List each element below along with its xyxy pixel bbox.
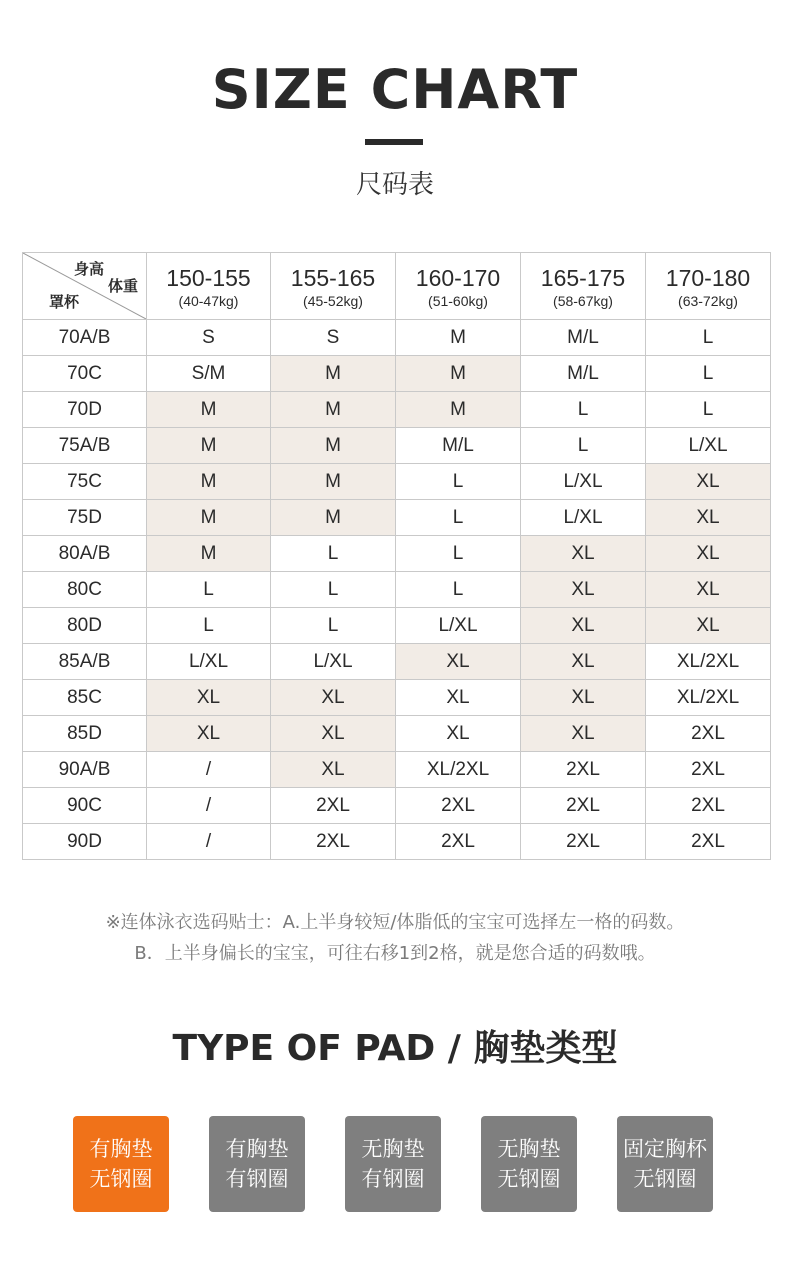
size-cell: XL (521, 536, 646, 572)
size-cell: M (271, 464, 396, 500)
size-cell: L (396, 572, 521, 608)
table-row (23, 752, 771, 788)
sizing-tip-a: ※连体泳衣选码贴士：A.上半身较短/体脂低的宝宝可选择左一格的码数。 (105, 912, 685, 933)
size-cell: XL (396, 716, 521, 752)
size-cell: 2XL (521, 824, 646, 860)
cup-size-cell: 90C (23, 788, 147, 824)
column-header (521, 253, 646, 320)
column-header (147, 253, 271, 320)
size-table (22, 252, 771, 860)
size-cell: 2XL (271, 788, 396, 824)
size-cell: M (271, 356, 396, 392)
height-range: 165-175 (540, 265, 626, 291)
pad-option-line2: 有钢圈 (361, 1167, 425, 1191)
size-cell: M/L (396, 428, 521, 464)
page-subtitle: 尺码表 (355, 170, 434, 200)
size-cell: XL (521, 644, 646, 680)
cup-size-cell: 90A/B (23, 752, 147, 788)
size-cell: S/M (147, 356, 271, 392)
size-cell: L (271, 608, 396, 644)
size-cell: / (147, 752, 271, 788)
size-cell: L (396, 500, 521, 536)
size-cell: / (147, 824, 271, 860)
sizing-tip-b: B．上半身偏长的宝宝，可往右移1到2格，就是您合适的码数哦。 (134, 943, 656, 964)
pad-option-line2: 有钢圈 (225, 1167, 289, 1191)
pad-option-line2: 无钢圈 (633, 1167, 697, 1191)
table-row (23, 824, 771, 860)
table-row (23, 536, 771, 572)
cup-size-cell: 70C (23, 356, 147, 392)
pad-option-line1: 无胸垫 (361, 1137, 425, 1161)
size-cell: L (521, 428, 646, 464)
height-range: 170-180 (665, 265, 751, 291)
size-cell: XL (521, 680, 646, 716)
cup-size-cell: 85C (23, 680, 147, 716)
size-cell: L (147, 572, 271, 608)
table-row (23, 716, 771, 752)
table-row (23, 320, 771, 356)
size-cell: XL (646, 464, 771, 500)
size-table-body (23, 320, 771, 860)
size-cell: L/XL (147, 644, 271, 680)
size-cell: XL (147, 680, 271, 716)
page-title: SIZE CHART (211, 58, 579, 121)
corner-cup-label: 罩杯 (49, 294, 80, 311)
size-cell: XL (521, 572, 646, 608)
pad-option-3[interactable] (345, 1116, 441, 1212)
size-cell: M (147, 392, 271, 428)
size-cell: L (646, 356, 771, 392)
size-cell: L/XL (646, 428, 771, 464)
size-cell: L (646, 392, 771, 428)
size-cell: L (646, 320, 771, 356)
size-cell: XL (646, 608, 771, 644)
size-cell: M (147, 500, 271, 536)
height-range: 160-170 (415, 265, 501, 291)
cup-size-cell: 70D (23, 392, 147, 428)
pad-option-line2: 无钢圈 (89, 1167, 153, 1191)
weight-range: (45-52kg) (303, 293, 363, 309)
size-cell: XL (396, 680, 521, 716)
size-cell: XL (147, 716, 271, 752)
size-cell: XL (396, 644, 521, 680)
column-header (271, 253, 396, 320)
pad-option-line1: 固定胸杯 (623, 1137, 707, 1161)
cup-size-cell: 80D (23, 608, 147, 644)
size-cell: XL (646, 536, 771, 572)
corner-height-label: 身高 (73, 261, 104, 278)
pad-type-title: TYPE OF PAD / 胸垫类型 (172, 1028, 618, 1069)
size-cell: M (396, 392, 521, 428)
weight-range: (51-60kg) (428, 293, 488, 309)
cup-size-cell: 85D (23, 716, 147, 752)
cup-size-cell: 70A/B (23, 320, 147, 356)
pad-option-2[interactable] (209, 1116, 305, 1212)
size-cell: M (271, 392, 396, 428)
table-header-row (23, 253, 771, 320)
pad-option-line1: 有胸垫 (89, 1137, 153, 1161)
weight-range: (58-67kg) (553, 293, 613, 309)
cup-size-cell: 80C (23, 572, 147, 608)
pad-option-line1: 有胸垫 (225, 1137, 289, 1161)
size-cell: 2XL (646, 788, 771, 824)
table-row (23, 608, 771, 644)
size-cell: XL (271, 716, 396, 752)
table-row (23, 572, 771, 608)
size-cell: M (271, 428, 396, 464)
size-cell: 2XL (396, 788, 521, 824)
size-cell: M/L (521, 356, 646, 392)
corner-cell (23, 253, 147, 320)
cup-size-cell: 75D (23, 500, 147, 536)
weight-range: (63-72kg) (678, 293, 738, 309)
size-cell: 2XL (521, 788, 646, 824)
height-range: 155-165 (290, 265, 376, 291)
pad-option-1[interactable] (73, 1116, 169, 1212)
size-cell: L (271, 536, 396, 572)
size-cell: L (396, 536, 521, 572)
column-header (396, 253, 521, 320)
size-cell: XL (271, 680, 396, 716)
size-cell: 2XL (271, 824, 396, 860)
table-row (23, 392, 771, 428)
pad-option-5[interactable] (617, 1116, 713, 1212)
size-cell: L/XL (271, 644, 396, 680)
size-cell: XL (646, 500, 771, 536)
size-cell: XL (271, 752, 396, 788)
size-cell: L (396, 464, 521, 500)
size-cell: 2XL (521, 752, 646, 788)
height-range: 150-155 (166, 265, 251, 291)
table-row (23, 788, 771, 824)
pad-option-line1: 无胸垫 (497, 1137, 561, 1161)
cup-size-cell: 85A/B (23, 644, 147, 680)
size-cell: L (521, 392, 646, 428)
size-cell: XL/2XL (646, 680, 771, 716)
pad-type-options (73, 1116, 723, 1212)
size-cell: XL (646, 572, 771, 608)
size-cell: M/L (521, 320, 646, 356)
table-row (23, 356, 771, 392)
size-cell: L/XL (396, 608, 521, 644)
column-header (646, 253, 771, 320)
size-cell: M (271, 500, 396, 536)
size-cell: XL (521, 608, 646, 644)
size-cell: L/XL (521, 464, 646, 500)
size-cell: M (396, 356, 521, 392)
size-cell: 2XL (646, 824, 771, 860)
size-cell: L/XL (521, 500, 646, 536)
table-row (23, 428, 771, 464)
table-row (23, 500, 771, 536)
table-row (23, 680, 771, 716)
weight-range: (40-47kg) (178, 293, 239, 309)
cup-size-cell: 90D (23, 824, 147, 860)
cup-size-cell: 80A/B (23, 536, 147, 572)
size-cell: S (147, 320, 271, 356)
table-row (23, 644, 771, 680)
size-cell: M (396, 320, 521, 356)
cup-size-cell: 75A/B (23, 428, 147, 464)
cup-size-cell: 75C (23, 464, 147, 500)
size-cell: L (271, 572, 396, 608)
size-cell: XL (521, 716, 646, 752)
size-cell: M (147, 428, 271, 464)
size-cell: M (147, 464, 271, 500)
size-cell: XL/2XL (646, 644, 771, 680)
title-underline (365, 139, 423, 145)
size-cell: 2XL (646, 716, 771, 752)
size-cell: 2XL (646, 752, 771, 788)
size-cell: M (147, 536, 271, 572)
table-row (23, 464, 771, 500)
size-cell: S (271, 320, 396, 356)
size-cell: / (147, 788, 271, 824)
size-cell: XL/2XL (396, 752, 521, 788)
size-cell: L (147, 608, 271, 644)
pad-option-4[interactable] (481, 1116, 577, 1212)
pad-option-line2: 无钢圈 (497, 1167, 561, 1191)
corner-weight-label: 体重 (107, 278, 138, 295)
size-cell: 2XL (396, 824, 521, 860)
